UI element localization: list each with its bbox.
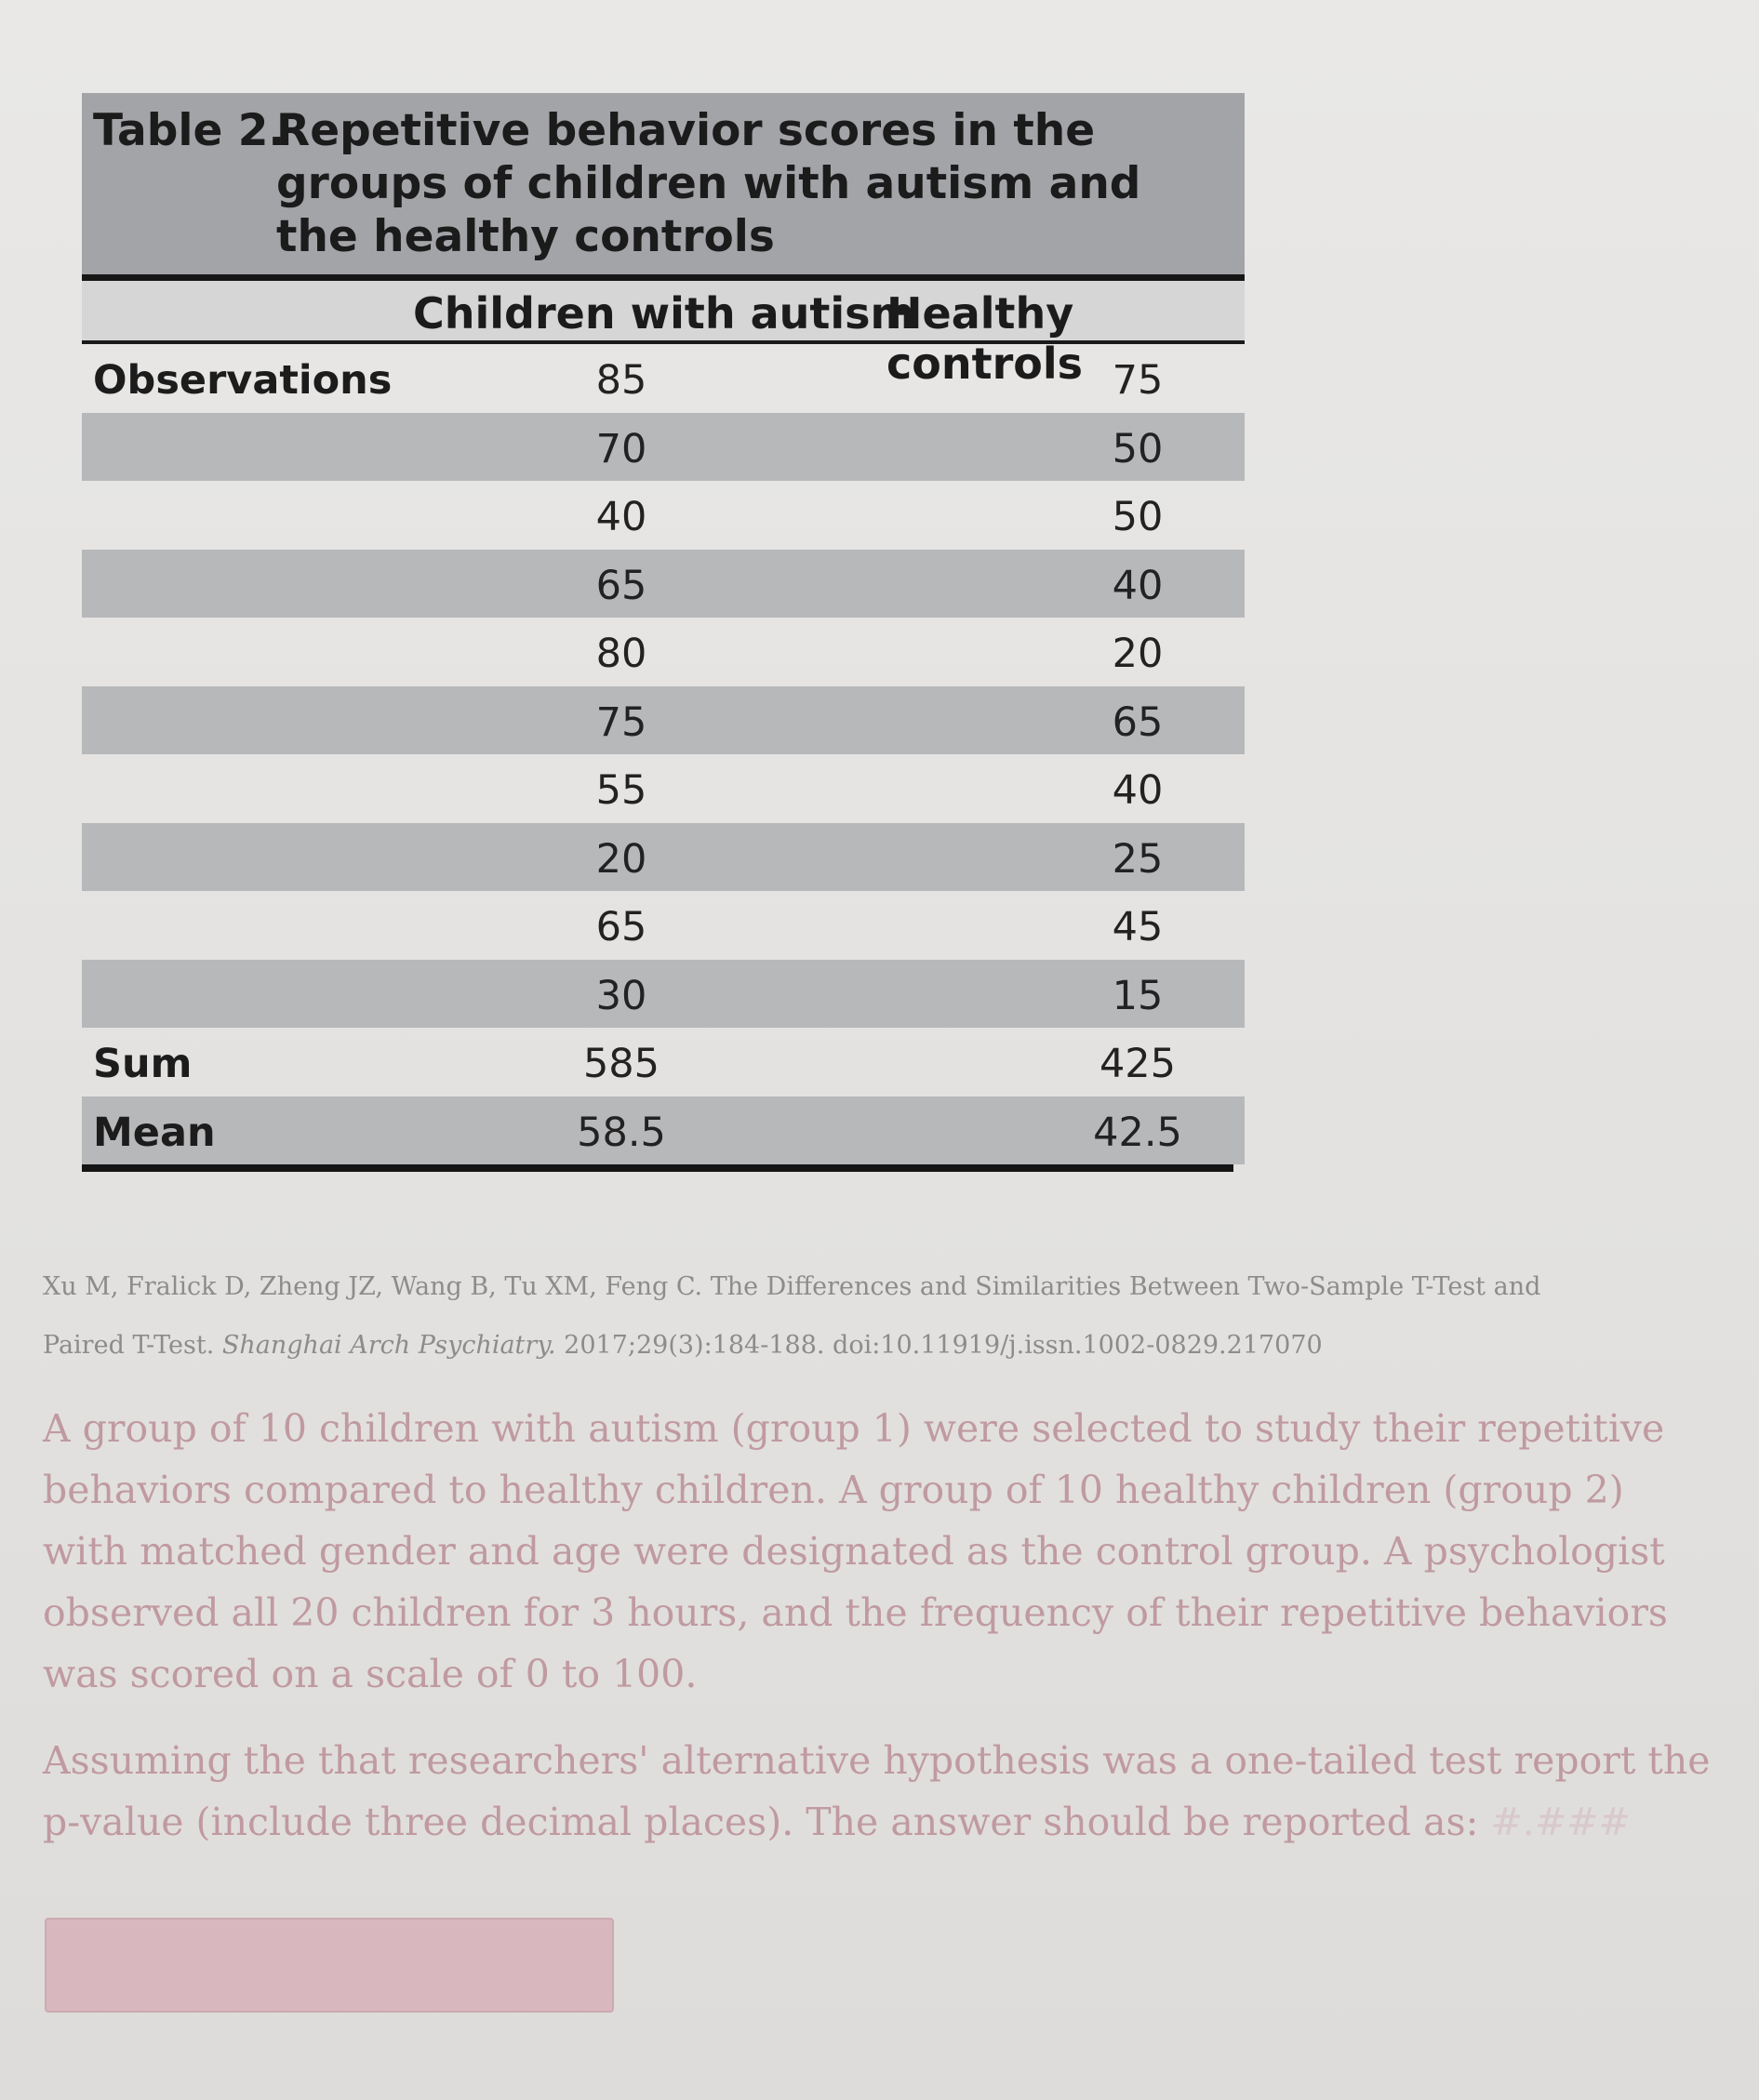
table-row [82, 823, 1245, 892]
sum-label: Sum [93, 1041, 193, 1087]
table-row [82, 960, 1245, 1029]
cell-autism: 55 [595, 767, 647, 814]
table-row [82, 754, 1245, 823]
table-top-rule [82, 274, 1245, 281]
column-header-healthy: Healthy controls [886, 288, 1084, 389]
observation-rows [82, 344, 1245, 1028]
cell-autism: 70 [595, 425, 647, 472]
cell-healthy: 50 [1112, 494, 1164, 540]
citation [43, 1257, 1624, 1375]
cell-autism: 75 [595, 698, 647, 746]
cell-healthy: 20 [1112, 631, 1164, 677]
table-row [82, 618, 1245, 686]
cell-autism: 30 [595, 972, 647, 1019]
cell-healthy: 65 [1112, 698, 1164, 746]
citation-journal: Shanghai Arch Psychiatry. [221, 1331, 556, 1360]
table-title-band [82, 93, 1245, 274]
answer-format-hint: #.### [1490, 1800, 1631, 1844]
question-prompt-text: Assuming the that researchers' alternative hypothesis was a one-tailed test report the p-value (include three decimal places). The answer should be reported as: [43, 1738, 1711, 1844]
cell-healthy: 50 [1112, 425, 1164, 472]
mean-healthy: 42.5 [1093, 1109, 1182, 1156]
cell-autism: 85 [595, 357, 647, 404]
table-label: Table 2. [93, 105, 286, 156]
mean-row [82, 1097, 1245, 1165]
answer-input[interactable] [45, 1918, 614, 2013]
question-context: A group of 10 children with autism (group 1) were selected to study their repetitive behaviors compared to healthy children. A group of 10 healthy children (group 2) with matched gender and age were designated as the control group. A psychologist observed all 20 children for 3 hours, and the frequency of their repetitive behaviors was scored on a scale of 0 to 100. [43, 1406, 1668, 1696]
citation-details: 2017;29(3):184-188. doi:10.11919/j.issn.1002-0829.217070 [564, 1331, 1323, 1360]
table-row [82, 344, 1245, 413]
cell-healthy: 15 [1112, 972, 1164, 1019]
mean-label: Mean [93, 1109, 216, 1156]
table-row [82, 550, 1245, 618]
table-title: Repetitive behavior scores in the groups of children with autism and the healthy controls [276, 105, 1141, 262]
cell-healthy: 40 [1112, 767, 1164, 814]
cell-autism: 40 [595, 494, 647, 540]
cell-healthy: 40 [1112, 562, 1164, 609]
cell-healthy: 45 [1112, 904, 1164, 950]
observations-label: Observations [93, 357, 393, 404]
cell-autism: 20 [595, 835, 647, 883]
column-header-autism: Children with autism [413, 288, 915, 339]
cell-healthy: 75 [1112, 357, 1164, 404]
cell-autism: 65 [595, 562, 647, 609]
cell-autism: 65 [595, 904, 647, 950]
table-row [82, 891, 1245, 960]
sum-row [82, 1028, 1245, 1097]
sum-healthy: 425 [1099, 1041, 1177, 1087]
data-table [82, 93, 1245, 1172]
table-row [82, 481, 1245, 550]
table-bottom-rule [82, 1164, 1233, 1172]
mean-autism: 58.5 [577, 1109, 666, 1156]
citation-authors-title: Xu M, Fralick D, Zheng JZ, Wang B, Tu XM, Feng C. The Differences and Similarities Between Two-Sample T-Test and Paired T-Test. [43, 1272, 1541, 1360]
question-prompt [43, 1730, 1717, 1853]
cell-healthy: 25 [1112, 835, 1164, 883]
table-row [82, 686, 1245, 755]
sum-autism: 585 [582, 1041, 660, 1087]
table-row [82, 413, 1245, 482]
cell-autism: 80 [595, 631, 647, 677]
